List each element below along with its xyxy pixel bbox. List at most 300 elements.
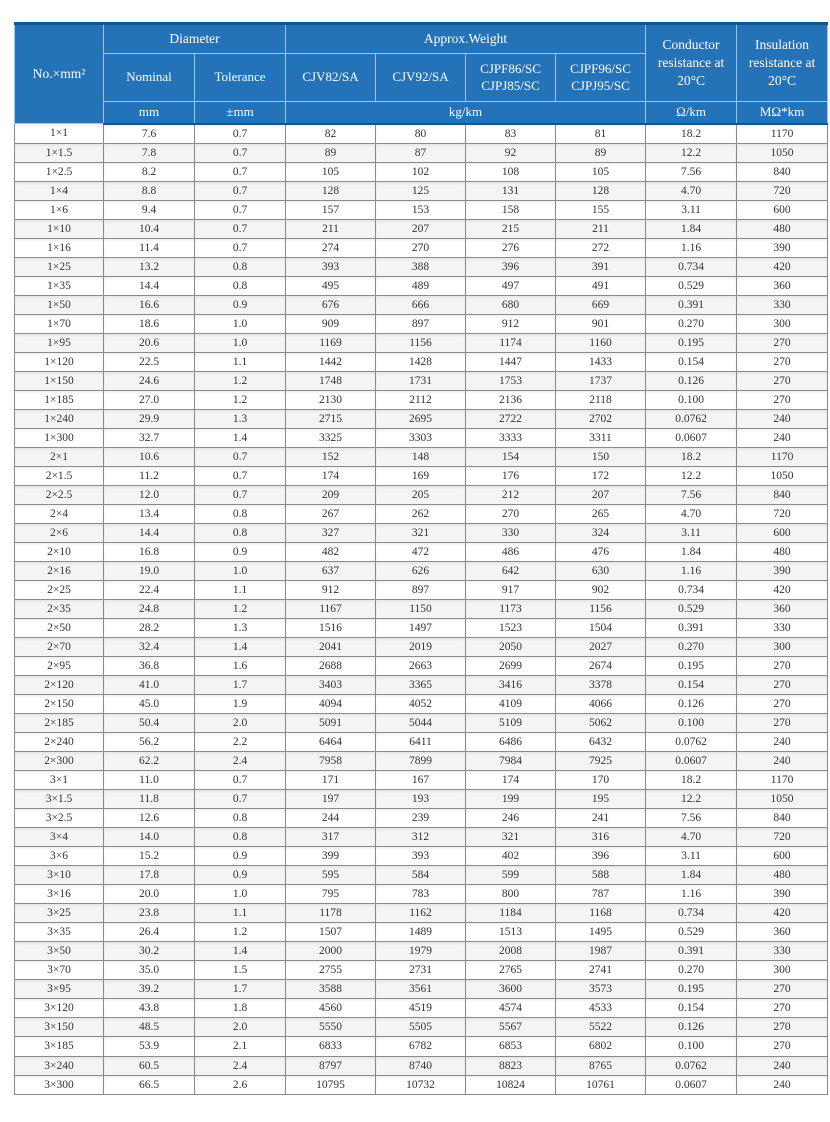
cell-weight-cjpf86: 246 (466, 809, 556, 828)
cell-nominal-diameter: 18.6 (104, 314, 195, 333)
cell-weight-cjpf96: 324 (556, 524, 646, 543)
table-row (15, 238, 828, 257)
cell-weight-cjv92: 2731 (376, 961, 466, 980)
cell-size: 2×2.5 (15, 486, 104, 505)
table-row (15, 276, 828, 295)
cell-weight-cjv82: 1748 (286, 371, 376, 390)
cell-weight-cjpf96: 207 (556, 486, 646, 505)
cell-weight-cjv92: 3561 (376, 980, 466, 999)
cell-size: 1×1 (15, 124, 104, 144)
cell-weight-cjpf86: 108 (466, 162, 556, 181)
cell-insulation-resistance: 330 (737, 619, 828, 638)
cell-tolerance: 0.7 (195, 219, 286, 238)
cell-insulation-resistance: 240 (737, 1075, 828, 1094)
table-row (15, 809, 828, 828)
cell-tolerance: 0.9 (195, 543, 286, 562)
cell-weight-cjpf86: 800 (466, 885, 556, 904)
cell-conductor-resistance: 0.270 (646, 961, 737, 980)
cell-conductor-resistance: 18.2 (646, 448, 737, 467)
table-row (15, 181, 828, 200)
cell-nominal-diameter: 53.9 (104, 1037, 195, 1056)
cell-tolerance: 0.7 (195, 124, 286, 144)
cell-tolerance: 1.2 (195, 923, 286, 942)
cell-weight-cjv82: 3403 (286, 676, 376, 695)
cell-nominal-diameter: 29.9 (104, 409, 195, 428)
table-row (15, 162, 828, 181)
cell-conductor-resistance: 0.0762 (646, 409, 737, 428)
cell-weight-cjv82: 637 (286, 562, 376, 581)
cell-weight-cjv82: 171 (286, 771, 376, 790)
cell-weight-cjv92: 2019 (376, 638, 466, 657)
cell-insulation-resistance: 330 (737, 942, 828, 961)
column-header-cjpf86-line2: CJPJ85/SC (481, 77, 540, 93)
cell-tolerance: 2.6 (195, 1075, 286, 1094)
cell-weight-cjv82: 327 (286, 524, 376, 543)
cell-nominal-diameter: 26.4 (104, 923, 195, 942)
cell-size: 1×2.5 (15, 162, 104, 181)
unit-kg-per-km: kg/km (286, 102, 646, 124)
cell-weight-cjpf86: 3600 (466, 980, 556, 999)
cell-tolerance: 2.2 (195, 733, 286, 752)
cell-nominal-diameter: 11.2 (104, 467, 195, 486)
table-row (15, 390, 828, 409)
cell-nominal-diameter: 30.2 (104, 942, 195, 961)
cell-conductor-resistance: 0.0762 (646, 1056, 737, 1075)
cell-conductor-resistance: 0.126 (646, 371, 737, 390)
cell-insulation-resistance: 270 (737, 371, 828, 390)
cell-tolerance: 1.2 (195, 600, 286, 619)
table-row (15, 600, 828, 619)
cell-weight-cjv82: 393 (286, 257, 376, 276)
cell-weight-cjv92: 584 (376, 866, 466, 885)
cell-weight-cjpf86: 917 (466, 581, 556, 600)
cell-insulation-resistance: 600 (737, 847, 828, 866)
cell-nominal-diameter: 20.0 (104, 885, 195, 904)
cell-weight-cjpf96: 105 (556, 162, 646, 181)
cell-weight-cjpf96: 1433 (556, 352, 646, 371)
cell-tolerance: 0.9 (195, 847, 286, 866)
column-header-insulation-resistance: Insulation resistance at 20°C (737, 24, 828, 102)
cell-nominal-diameter: 10.4 (104, 219, 195, 238)
cell-insulation-resistance: 720 (737, 828, 828, 847)
cell-size: 1×185 (15, 390, 104, 409)
header-group-row (15, 24, 828, 54)
cell-insulation-resistance: 720 (737, 181, 828, 200)
cell-insulation-resistance: 390 (737, 238, 828, 257)
cell-size: 2×16 (15, 562, 104, 581)
cell-size: 2×50 (15, 619, 104, 638)
table-row (15, 143, 828, 162)
cell-conductor-resistance: 0.126 (646, 1018, 737, 1037)
cell-nominal-diameter: 23.8 (104, 904, 195, 923)
cell-conductor-resistance: 0.734 (646, 904, 737, 923)
cell-conductor-resistance: 0.195 (646, 657, 737, 676)
cell-conductor-resistance: 0.100 (646, 390, 737, 409)
cell-conductor-resistance: 0.100 (646, 714, 737, 733)
cell-size: 2×70 (15, 638, 104, 657)
cell-conductor-resistance: 3.11 (646, 200, 737, 219)
table-row (15, 314, 828, 333)
cell-weight-cjv82: 174 (286, 467, 376, 486)
cell-weight-cjpf86: 1173 (466, 600, 556, 619)
cell-size: 3×1.5 (15, 790, 104, 809)
cell-weight-cjv82: 909 (286, 314, 376, 333)
cell-nominal-diameter: 19.0 (104, 562, 195, 581)
cable-specification-table (14, 22, 828, 1095)
table-row (15, 923, 828, 942)
cell-tolerance: 0.8 (195, 524, 286, 543)
column-header-size: No.×mm² (15, 24, 104, 124)
table-row (15, 942, 828, 961)
cell-weight-cjv82: 7958 (286, 752, 376, 771)
cell-insulation-resistance: 300 (737, 638, 828, 657)
cell-tolerance: 0.8 (195, 828, 286, 847)
table-row (15, 1075, 828, 1094)
table-row (15, 409, 828, 428)
cell-weight-cjv92: 87 (376, 143, 466, 162)
table-row (15, 847, 828, 866)
column-group-approx-weight: Approx.Weight (286, 24, 646, 54)
table-row (15, 999, 828, 1018)
table-row (15, 505, 828, 524)
cell-nominal-diameter: 35.0 (104, 961, 195, 980)
cell-nominal-diameter: 7.8 (104, 143, 195, 162)
cell-weight-cjpf86: 486 (466, 543, 556, 562)
cell-insulation-resistance: 240 (737, 409, 828, 428)
table-row (15, 866, 828, 885)
column-header-tolerance: Tolerance (195, 54, 286, 102)
cell-weight-cjpf96: 1168 (556, 904, 646, 923)
cell-weight-cjv82: 495 (286, 276, 376, 295)
cell-tolerance: 0.7 (195, 200, 286, 219)
cell-size: 3×6 (15, 847, 104, 866)
cell-weight-cjv82: 5091 (286, 714, 376, 733)
cell-tolerance: 1.0 (195, 314, 286, 333)
cell-weight-cjv82: 2130 (286, 390, 376, 409)
cell-size: 3×50 (15, 942, 104, 961)
cell-conductor-resistance: 0.100 (646, 1037, 737, 1056)
cell-weight-cjpf96: 316 (556, 828, 646, 847)
cell-weight-cjv92: 262 (376, 505, 466, 524)
cell-weight-cjpf86: 2050 (466, 638, 556, 657)
cell-size: 1×240 (15, 409, 104, 428)
cell-weight-cjv92: 472 (376, 543, 466, 562)
cell-weight-cjv82: 1167 (286, 600, 376, 619)
cell-weight-cjv82: 676 (286, 295, 376, 314)
cell-tolerance: 2.4 (195, 752, 286, 771)
cell-weight-cjpf96: 2741 (556, 961, 646, 980)
cell-weight-cjv92: 626 (376, 562, 466, 581)
cell-tolerance: 1.3 (195, 409, 286, 428)
cell-weight-cjpf86: 1513 (466, 923, 556, 942)
cell-weight-cjpf96: 8765 (556, 1056, 646, 1075)
cell-weight-cjpf86: 212 (466, 486, 556, 505)
cell-size: 2×300 (15, 752, 104, 771)
cell-weight-cjpf86: 321 (466, 828, 556, 847)
cell-nominal-diameter: 22.4 (104, 581, 195, 600)
cell-tolerance: 0.7 (195, 143, 286, 162)
table-row (15, 371, 828, 390)
table-row (15, 1037, 828, 1056)
cell-insulation-resistance: 1170 (737, 771, 828, 790)
cell-weight-cjpf86: 2008 (466, 942, 556, 961)
cell-nominal-diameter: 62.2 (104, 752, 195, 771)
cell-weight-cjv82: 5550 (286, 1018, 376, 1037)
table-row (15, 524, 828, 543)
cell-weight-cjpf86: 1523 (466, 619, 556, 638)
cell-nominal-diameter: 50.4 (104, 714, 195, 733)
cell-size: 2×185 (15, 714, 104, 733)
cell-tolerance: 1.6 (195, 657, 286, 676)
cell-weight-cjv92: 489 (376, 276, 466, 295)
cell-tolerance: 0.7 (195, 486, 286, 505)
cell-nominal-diameter: 16.6 (104, 295, 195, 314)
cell-nominal-diameter: 9.4 (104, 200, 195, 219)
cell-weight-cjpf96: 128 (556, 181, 646, 200)
cell-weight-cjv82: 10795 (286, 1075, 376, 1094)
table-row (15, 733, 828, 752)
unit-ohm-per-km: Ω/km (646, 102, 737, 124)
cell-weight-cjv92: 1428 (376, 352, 466, 371)
cell-weight-cjpf96: 3573 (556, 980, 646, 999)
cell-insulation-resistance: 600 (737, 200, 828, 219)
cell-size: 1×6 (15, 200, 104, 219)
cell-nominal-diameter: 17.8 (104, 866, 195, 885)
cell-weight-cjv82: 1178 (286, 904, 376, 923)
cell-weight-cjv82: 912 (286, 581, 376, 600)
cell-nominal-diameter: 24.6 (104, 371, 195, 390)
cell-weight-cjv92: 270 (376, 238, 466, 257)
cell-tolerance: 1.7 (195, 676, 286, 695)
cell-insulation-resistance: 390 (737, 885, 828, 904)
cell-weight-cjpf96: 902 (556, 581, 646, 600)
cell-nominal-diameter: 56.2 (104, 733, 195, 752)
cell-weight-cjv82: 2715 (286, 409, 376, 428)
cell-weight-cjpf96: 1160 (556, 333, 646, 352)
cell-size: 2×95 (15, 657, 104, 676)
cell-weight-cjpf96: 476 (556, 543, 646, 562)
cell-weight-cjpf86: 276 (466, 238, 556, 257)
cell-weight-cjv92: 5505 (376, 1018, 466, 1037)
cell-tolerance: 2.0 (195, 714, 286, 733)
cell-weight-cjpf86: 5109 (466, 714, 556, 733)
cell-size: 3×185 (15, 1037, 104, 1056)
cell-weight-cjv92: 153 (376, 200, 466, 219)
cell-tolerance: 1.7 (195, 980, 286, 999)
cell-weight-cjv82: 82 (286, 124, 376, 144)
cell-weight-cjv92: 1162 (376, 904, 466, 923)
cell-weight-cjpf86: 10824 (466, 1075, 556, 1094)
cell-weight-cjpf96: 588 (556, 866, 646, 885)
cell-weight-cjv92: 148 (376, 448, 466, 467)
cell-tolerance: 0.7 (195, 467, 286, 486)
cell-tolerance: 1.5 (195, 961, 286, 980)
cell-weight-cjv92: 2663 (376, 657, 466, 676)
cell-size: 2×1 (15, 448, 104, 467)
cell-weight-cjv92: 666 (376, 295, 466, 314)
cell-weight-cjpf86: 1753 (466, 371, 556, 390)
cell-weight-cjpf86: 5567 (466, 1018, 556, 1037)
cell-insulation-resistance: 420 (737, 257, 828, 276)
cell-tolerance: 0.7 (195, 790, 286, 809)
cell-nominal-diameter: 32.4 (104, 638, 195, 657)
cell-insulation-resistance: 270 (737, 657, 828, 676)
cell-weight-cjv82: 2041 (286, 638, 376, 657)
table-row (15, 428, 828, 447)
cell-size: 3×1 (15, 771, 104, 790)
cell-weight-cjv82: 197 (286, 790, 376, 809)
cell-tolerance: 1.2 (195, 390, 286, 409)
cell-weight-cjv92: 1979 (376, 942, 466, 961)
cell-weight-cjpf96: 1156 (556, 600, 646, 619)
cell-insulation-resistance: 480 (737, 866, 828, 885)
cell-size: 3×120 (15, 999, 104, 1018)
cell-nominal-diameter: 8.8 (104, 181, 195, 200)
cell-insulation-resistance: 360 (737, 276, 828, 295)
cell-weight-cjv82: 105 (286, 162, 376, 181)
table-row (15, 695, 828, 714)
cell-insulation-resistance: 1050 (737, 143, 828, 162)
cell-conductor-resistance: 0.529 (646, 923, 737, 942)
cell-weight-cjpf86: 215 (466, 219, 556, 238)
cell-weight-cjpf96: 491 (556, 276, 646, 295)
cell-weight-cjpf96: 4533 (556, 999, 646, 1018)
cell-weight-cjpf86: 154 (466, 448, 556, 467)
cell-insulation-resistance: 270 (737, 390, 828, 409)
cell-weight-cjv92: 393 (376, 847, 466, 866)
cell-weight-cjv82: 4560 (286, 999, 376, 1018)
table-row (15, 219, 828, 238)
cell-conductor-resistance: 3.11 (646, 847, 737, 866)
cell-size: 3×25 (15, 904, 104, 923)
cell-insulation-resistance: 420 (737, 904, 828, 923)
cell-size: 3×16 (15, 885, 104, 904)
cell-weight-cjpf96: 195 (556, 790, 646, 809)
cell-insulation-resistance: 330 (737, 295, 828, 314)
cell-size: 2×6 (15, 524, 104, 543)
cell-size: 3×150 (15, 1018, 104, 1037)
column-header-cjpf86-line1: CJPF86/SC (480, 61, 541, 77)
cell-weight-cjpf96: 391 (556, 257, 646, 276)
cell-weight-cjv82: 3325 (286, 428, 376, 447)
cell-weight-cjpf96: 4066 (556, 695, 646, 714)
cell-weight-cjv82: 8797 (286, 1056, 376, 1075)
cell-size: 2×10 (15, 543, 104, 562)
cell-weight-cjv82: 2000 (286, 942, 376, 961)
cell-conductor-resistance: 12.2 (646, 790, 737, 809)
cell-tolerance: 0.8 (195, 505, 286, 524)
cell-insulation-resistance: 270 (737, 333, 828, 352)
cell-weight-cjpf86: 7984 (466, 752, 556, 771)
cell-conductor-resistance: 0.391 (646, 619, 737, 638)
cell-weight-cjv82: 6464 (286, 733, 376, 752)
column-group-diameter: Diameter (104, 24, 286, 54)
cell-insulation-resistance: 420 (737, 581, 828, 600)
column-header-cjpf86 (466, 54, 556, 102)
cell-weight-cjv92: 4519 (376, 999, 466, 1018)
table-row (15, 581, 828, 600)
cell-nominal-diameter: 39.2 (104, 980, 195, 999)
cell-weight-cjv92: 8740 (376, 1056, 466, 1075)
cell-conductor-resistance: 4.70 (646, 828, 737, 847)
cell-nominal-diameter: 14.4 (104, 276, 195, 295)
cell-conductor-resistance: 4.70 (646, 505, 737, 524)
cell-nominal-diameter: 60.5 (104, 1056, 195, 1075)
cell-weight-cjpf86: 270 (466, 505, 556, 524)
cell-weight-cjpf96: 5062 (556, 714, 646, 733)
cell-insulation-resistance: 240 (737, 428, 828, 447)
cell-conductor-resistance: 7.56 (646, 162, 737, 181)
cell-tolerance: 1.2 (195, 371, 286, 390)
cell-size: 3×10 (15, 866, 104, 885)
cell-size: 2×4 (15, 505, 104, 524)
cell-size: 1×50 (15, 295, 104, 314)
cell-weight-cjpf86: 174 (466, 771, 556, 790)
cell-weight-cjpf86: 1174 (466, 333, 556, 352)
cell-weight-cjpf96: 81 (556, 124, 646, 144)
cell-weight-cjv92: 5044 (376, 714, 466, 733)
cell-insulation-resistance: 1170 (737, 448, 828, 467)
cell-insulation-resistance: 480 (737, 219, 828, 238)
cell-weight-cjpf96: 396 (556, 847, 646, 866)
cell-weight-cjv92: 10732 (376, 1075, 466, 1094)
cell-weight-cjpf86: 642 (466, 562, 556, 581)
cell-nominal-diameter: 11.4 (104, 238, 195, 257)
table-row (15, 904, 828, 923)
cell-weight-cjv92: 1150 (376, 600, 466, 619)
table-row (15, 543, 828, 562)
cell-size: 1×95 (15, 333, 104, 352)
cell-tolerance: 2.1 (195, 1037, 286, 1056)
table-header (15, 24, 828, 124)
unit-mohm-km: MΩ*km (737, 102, 828, 124)
cell-insulation-resistance: 270 (737, 714, 828, 733)
cell-weight-cjv92: 7899 (376, 752, 466, 771)
cell-weight-cjv92: 2695 (376, 409, 466, 428)
cell-tolerance: 2.4 (195, 1056, 286, 1075)
cell-weight-cjv92: 1489 (376, 923, 466, 942)
cell-weight-cjpf86: 680 (466, 295, 556, 314)
cell-conductor-resistance: 0.0607 (646, 752, 737, 771)
cell-nominal-diameter: 22.5 (104, 352, 195, 371)
cell-insulation-resistance: 270 (737, 676, 828, 695)
cell-weight-cjv92: 321 (376, 524, 466, 543)
cell-tolerance: 0.8 (195, 276, 286, 295)
cell-conductor-resistance: 18.2 (646, 124, 737, 144)
cell-nominal-diameter: 66.5 (104, 1075, 195, 1094)
cell-weight-cjv82: 2755 (286, 961, 376, 980)
cell-conductor-resistance: 1.84 (646, 543, 737, 562)
cell-insulation-resistance: 720 (737, 505, 828, 524)
cell-nominal-diameter: 10.6 (104, 448, 195, 467)
cell-weight-cjv92: 169 (376, 467, 466, 486)
cell-insulation-resistance: 270 (737, 695, 828, 714)
cell-nominal-diameter: 43.8 (104, 999, 195, 1018)
cell-weight-cjpf96: 2702 (556, 409, 646, 428)
table-row (15, 486, 828, 505)
cell-weight-cjv92: 102 (376, 162, 466, 181)
cell-conductor-resistance: 18.2 (646, 771, 737, 790)
cell-weight-cjv92: 897 (376, 314, 466, 333)
cell-conductor-resistance: 0.391 (646, 295, 737, 314)
cell-tolerance: 1.1 (195, 352, 286, 371)
cell-conductor-resistance: 0.270 (646, 638, 737, 657)
cell-insulation-resistance: 240 (737, 752, 828, 771)
cell-conductor-resistance: 1.84 (646, 219, 737, 238)
cell-conductor-resistance: 0.0607 (646, 428, 737, 447)
cell-weight-cjv92: 3365 (376, 676, 466, 695)
cell-size: 2×35 (15, 600, 104, 619)
